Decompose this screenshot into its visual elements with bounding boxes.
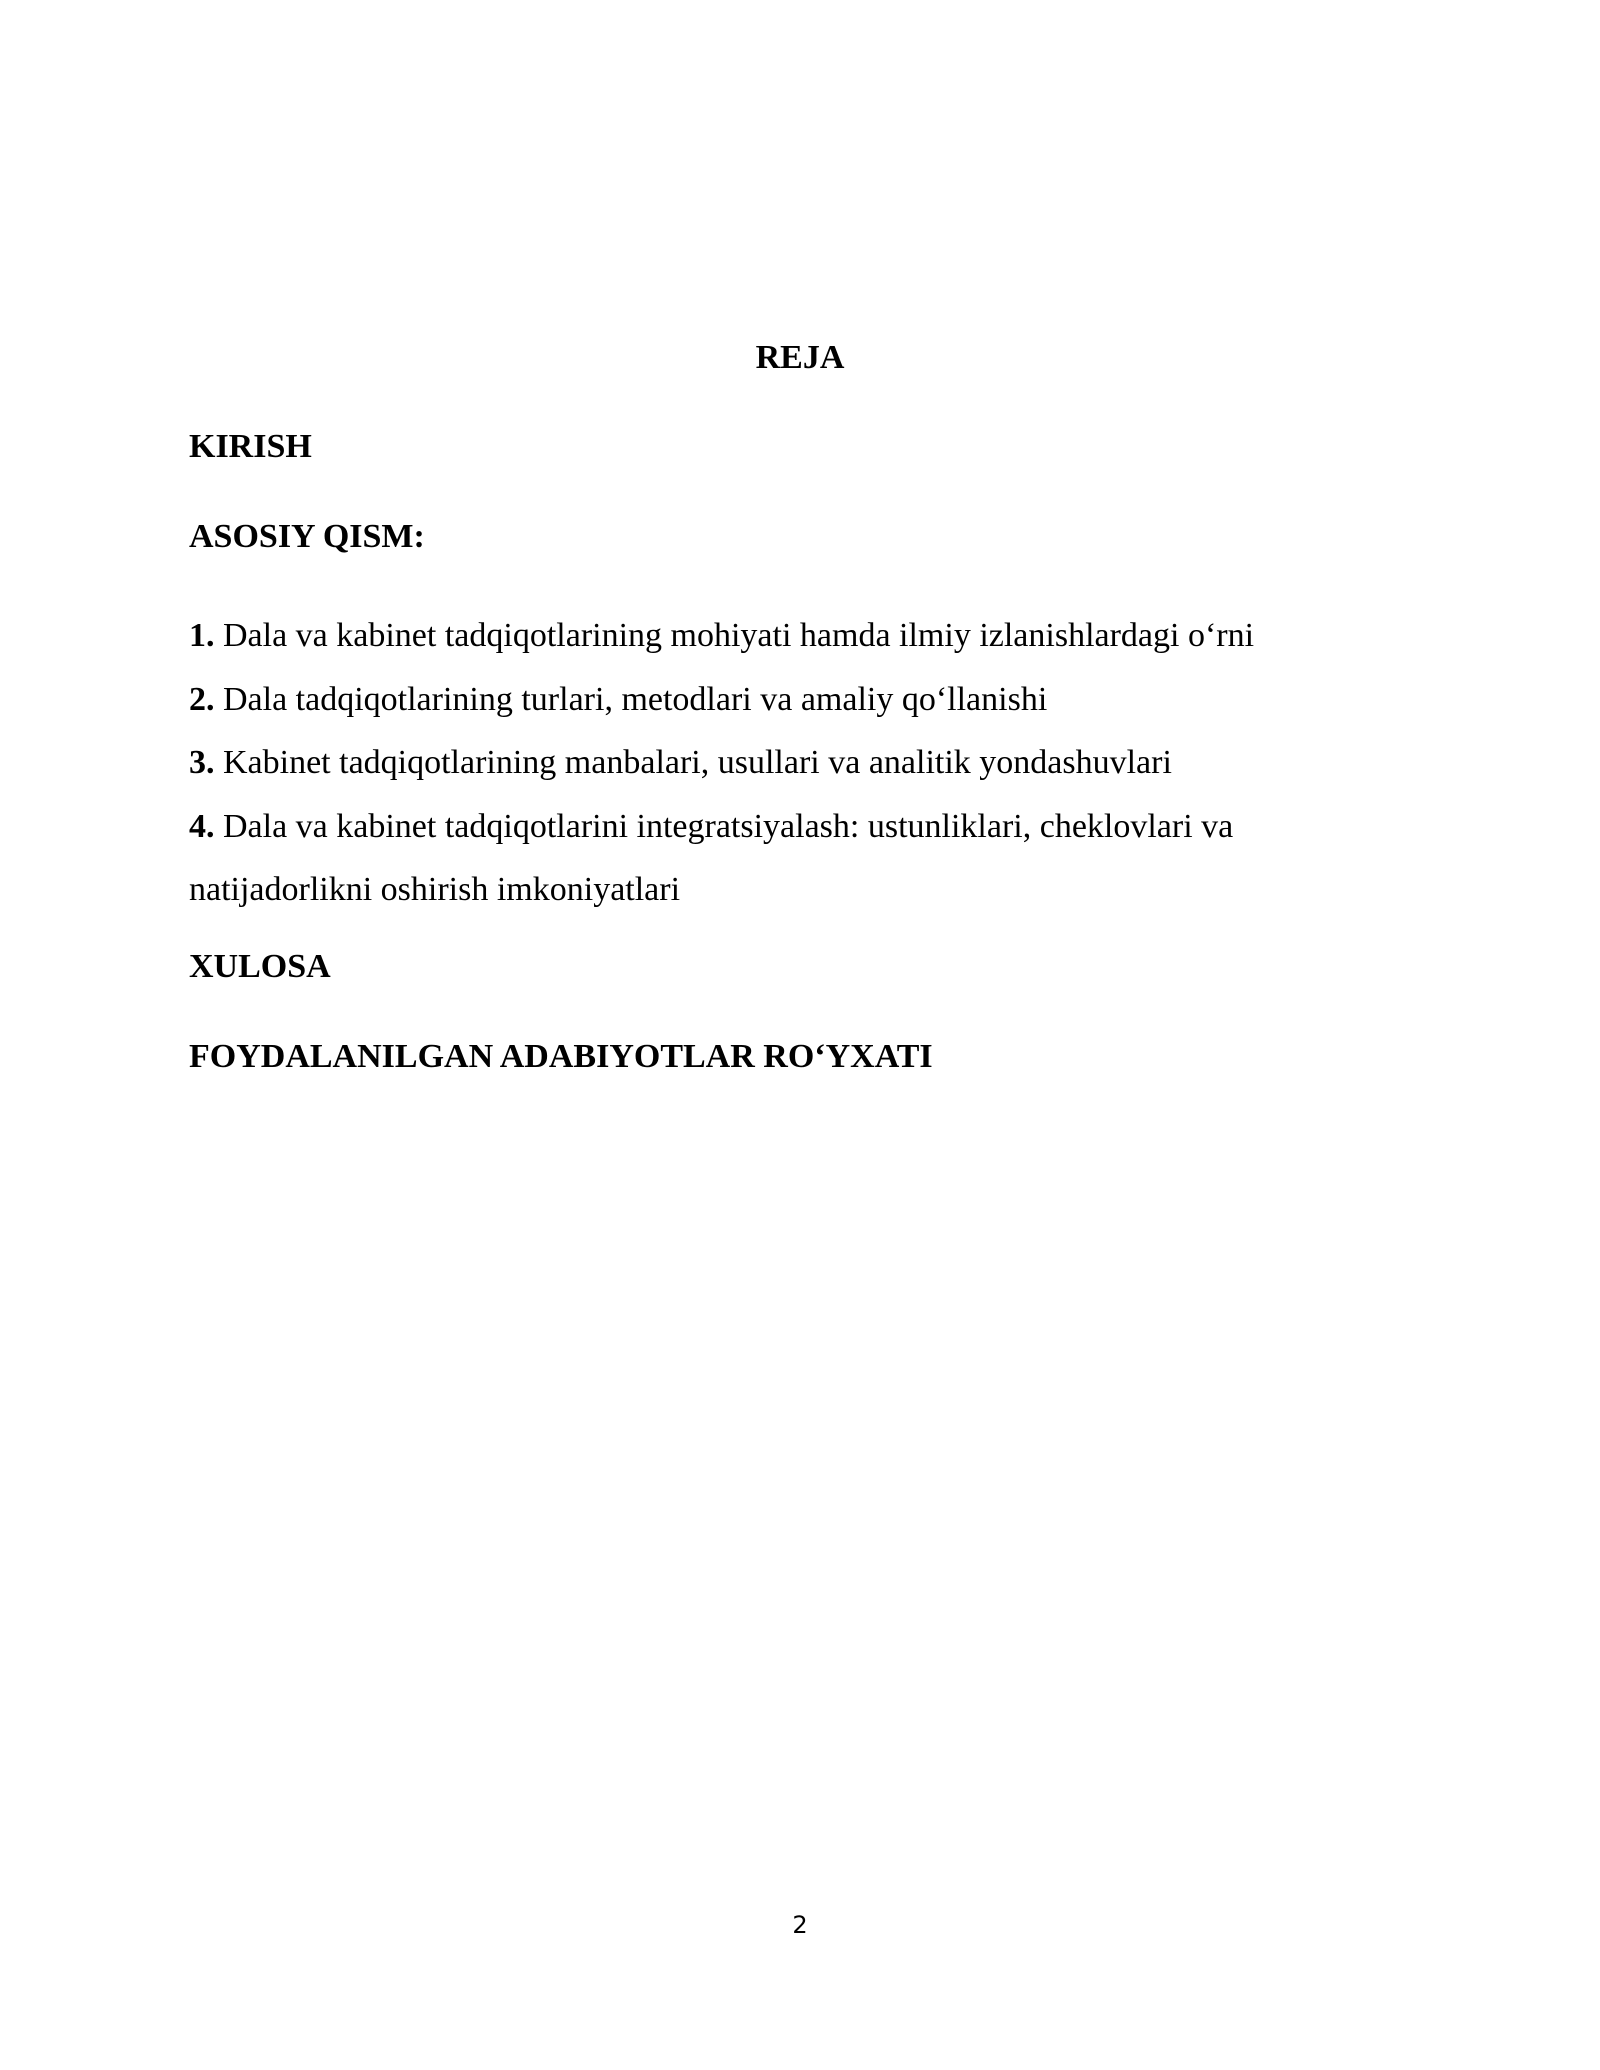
plan-list bbox=[189, 604, 1369, 922]
plan-item bbox=[189, 668, 1369, 732]
plan-item bbox=[189, 604, 1369, 668]
page-title: REJA bbox=[755, 339, 845, 376]
references-heading: FOYDALANILGAN ADABIYOTLAR RO‘YXATI bbox=[189, 1038, 933, 1075]
main-section-heading: ASOSIY QISM: bbox=[189, 518, 425, 555]
plan-item-text: Kabinet tadqiqotlarining manbalari, usullari va analitik yondashuvlari bbox=[223, 744, 1172, 781]
plan-item-text: Dala va kabinet tadqiqotlarining mohiyati hamda ilmiy izlanishlardagi o‘rni bbox=[223, 617, 1255, 654]
plan-item bbox=[189, 795, 1369, 922]
plan-item-number: 3. bbox=[189, 744, 215, 781]
conclusion-heading: XULOSA bbox=[189, 948, 331, 985]
plan-item-number: 1. bbox=[189, 617, 215, 654]
plan-item-text: Dala tadqiqotlarining turlari, metodlari va amaliy qo‘llanishi bbox=[223, 680, 1048, 718]
plan-item bbox=[189, 731, 1369, 795]
plan-item-number: 4. bbox=[189, 807, 215, 845]
plan-item-number: 2. bbox=[189, 680, 215, 718]
intro-heading: KIRISH bbox=[189, 428, 312, 465]
plan-item-text: Dala va kabinet tadqiqotlarini integratsiyalash: ustunliklari, cheklovlari va natijadorlikni oshirish imkoniyatlari bbox=[189, 807, 1234, 908]
page-number: 2 bbox=[792, 1911, 808, 1939]
